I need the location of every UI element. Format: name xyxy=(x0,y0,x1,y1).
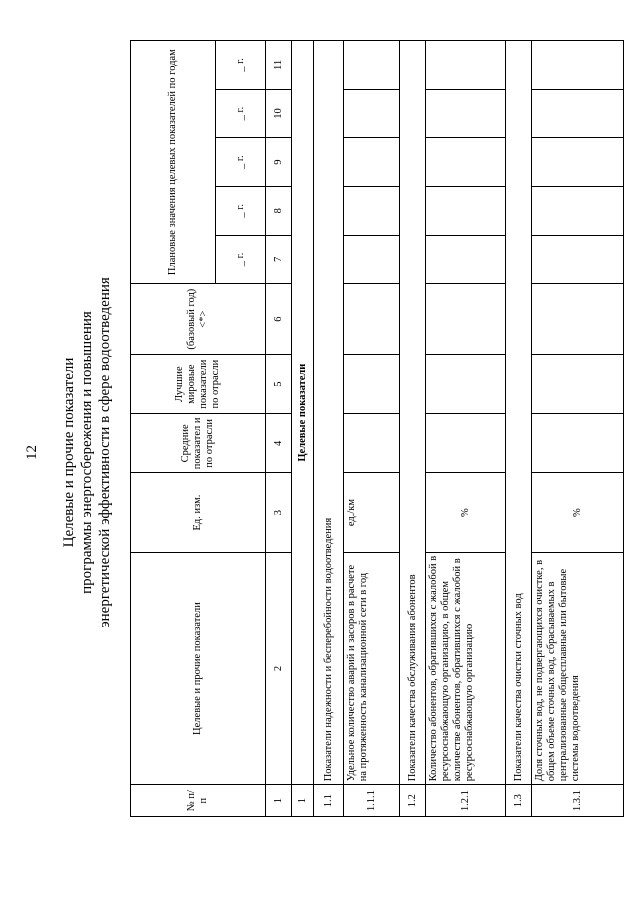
page-number: 12 xyxy=(24,445,40,460)
row-unit: % xyxy=(426,473,506,552)
row-num: 1.2.1 xyxy=(426,785,506,817)
column-number: 1 xyxy=(266,785,292,817)
header-year: _ г. xyxy=(216,186,266,235)
column-number: 11 xyxy=(266,41,292,90)
row-num: 1.2 xyxy=(400,785,426,817)
section-title: Показатели качества обслуживания абонентов xyxy=(400,41,426,785)
header-base: (базовый год) <*> xyxy=(131,284,266,355)
row-num: 1 xyxy=(292,785,314,817)
header-planned: Плановые значения целевых показателей по годам xyxy=(131,41,216,284)
column-number: 6 xyxy=(266,284,292,355)
column-number: 2 xyxy=(266,552,292,785)
header-num: № п/п xyxy=(131,785,266,817)
header-year: _ г. xyxy=(216,138,266,187)
column-number: 4 xyxy=(266,414,292,473)
column-number: 5 xyxy=(266,355,292,414)
column-number: 9 xyxy=(266,138,292,187)
title-line-3: энергетической эффективности в сфере водоотведения xyxy=(97,277,113,628)
row-indicator: Количество абонентов, обратившихся с жалобой в ресурсоснабжающую организацию, в общем количестве абонентов, обратившихся с жалобой в ресурсоснабжающую организацию xyxy=(426,552,506,785)
table-row xyxy=(344,41,400,817)
header-indicators: Целевые и прочие показатели xyxy=(131,552,266,785)
title-line-2: программы энергосбережения и повышения xyxy=(79,311,95,594)
row-unit: % xyxy=(532,473,624,552)
column-number: 7 xyxy=(266,235,292,284)
column-numbers-row xyxy=(266,41,292,817)
section-title: Показатели надежности и бесперебойности водоотведения xyxy=(314,41,344,785)
row-indicator: Удельное количество аварий и засоров в расчете на протяженность канализационной сети в год xyxy=(344,552,400,785)
row-num: 1.1 xyxy=(314,785,344,817)
table-row xyxy=(506,41,532,817)
header-year: _ г. xyxy=(216,89,266,138)
table-row xyxy=(532,41,624,817)
column-number: 8 xyxy=(266,186,292,235)
row-num: 1.3 xyxy=(506,785,532,817)
title-line-1: Целевые и прочие показатели xyxy=(61,357,77,548)
header-best: Лучшие мировые показатели по отрасли xyxy=(131,355,266,414)
table-row xyxy=(400,41,426,817)
section-title: Целевые показатели xyxy=(292,41,314,785)
row-indicator: Доля сточных вод, не подвергающихся очистке, в общем объеме сточных вод, сбрасываемых в централизованные общесплавные или бытовые системы водоотведения xyxy=(532,552,624,785)
row-unit: ед./км xyxy=(344,473,400,552)
row-num: 1.1.1 xyxy=(344,785,400,817)
header-row xyxy=(131,41,216,817)
column-number: 3 xyxy=(266,473,292,552)
table-row xyxy=(314,41,344,817)
header-year: _ г. xyxy=(216,235,266,284)
header-avg: Средние показател и по отрасли xyxy=(131,414,266,473)
column-number: 10 xyxy=(266,89,292,138)
header-unit: Ед. изм. xyxy=(131,473,266,552)
header-year: _ г. xyxy=(216,41,266,90)
table-row xyxy=(426,41,506,817)
document-title xyxy=(60,0,114,905)
table-row xyxy=(292,41,314,817)
indicators-table xyxy=(130,40,624,817)
row-num: 1.3.1 xyxy=(532,785,624,817)
section-title: Показатели качества очистки сточных вод xyxy=(506,41,532,785)
